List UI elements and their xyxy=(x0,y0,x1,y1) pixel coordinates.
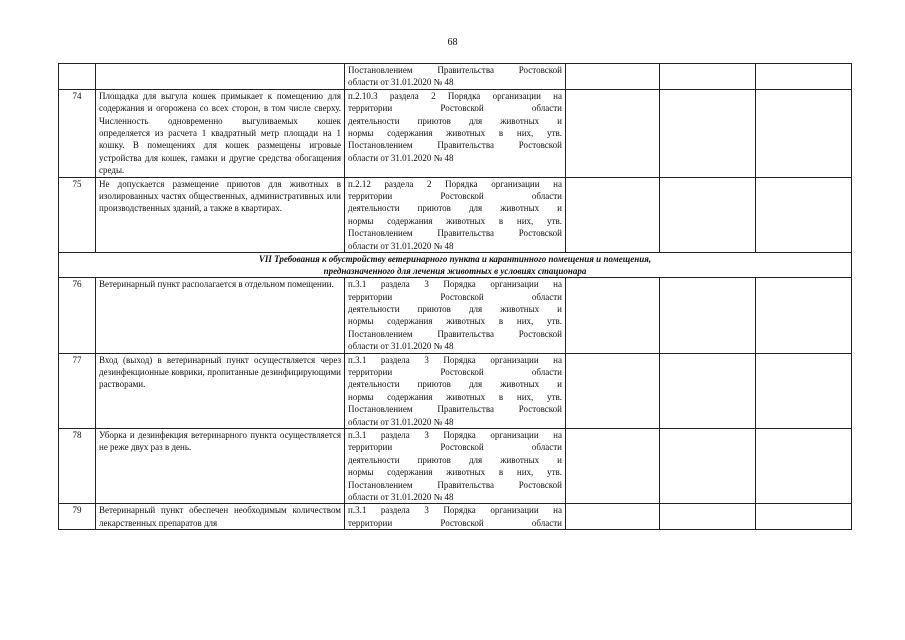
answer-na-cell xyxy=(756,353,852,428)
reference-line: области от 31.01.2020 № 48 xyxy=(348,492,454,502)
legal-reference-cell xyxy=(345,177,566,252)
reference-line: нормы содержания животных в них, утв. xyxy=(348,391,562,402)
legal-reference-cell xyxy=(345,64,566,90)
answer-no-cell xyxy=(660,64,756,90)
reference-line: деятельности приютов для животных и xyxy=(348,115,562,126)
table-row-continuation xyxy=(59,64,852,90)
legal-reference-cell xyxy=(345,89,566,177)
section-heading-line: предназначенного для лечения животных в условиях стационара xyxy=(323,266,587,277)
reference-line: области от 31.01.2020 № 48 xyxy=(348,77,454,88)
reference-line: нормы содержания животных в них, утв. xyxy=(348,128,562,139)
reference-line: деятельности приютов для животных и xyxy=(348,203,562,214)
reference-line: Постановлением Правительства Ростовской xyxy=(348,404,562,415)
answer-na-cell xyxy=(756,504,852,530)
answer-na-cell xyxy=(756,64,852,90)
row-number-cell: 78 xyxy=(59,428,96,503)
table-row xyxy=(59,353,852,428)
reference-line: области от 31.01.2020 № 48 xyxy=(348,152,454,163)
table-row xyxy=(59,504,852,530)
legal-reference-cell xyxy=(345,428,566,503)
answer-no-cell xyxy=(660,428,756,503)
reference-line: п.2.12 раздела 2 Порядка организации на xyxy=(348,178,562,189)
reference-line: территории Ростовской области xyxy=(348,366,562,377)
answer-no-cell xyxy=(660,177,756,252)
row-number-cell: 77 xyxy=(59,353,96,428)
reference-line: деятельности приютов для животных и xyxy=(348,303,562,314)
requirement-cell xyxy=(96,64,345,90)
requirement-cell: Площадка для выгула кошек примыкает к помещению для содержания и огорожена со всех сторон, в том числе сверху. Численность одновременно выгуливаемых кошек определяется из расчета 1 квадратный метр площади на 1 кошку. В помещениях для кошек размещены игровые устройства для кошек, гамаки и другие средства обогащения среды. xyxy=(96,89,345,177)
requirement-cell: Вход (выход) в ветеринарный пункт осуществляется через дезинфекционные коврики, пропитанные дезинфицирующими растворами. xyxy=(96,353,345,428)
answer-na-cell xyxy=(756,89,852,177)
answer-na-cell xyxy=(756,428,852,503)
answer-yes-cell xyxy=(566,64,660,90)
answer-yes-cell xyxy=(566,278,660,353)
row-number-cell: 79 xyxy=(59,504,96,530)
reference-line: Постановлением Правительства Ростовской xyxy=(348,228,562,239)
reference-line: Постановлением Правительства Ростовской xyxy=(348,328,562,339)
section-heading-line: VII Требования к обустройству ветеринарного пункта и карантинного помещения и помещения, xyxy=(258,254,652,265)
reference-line: деятельности приютов для животных и xyxy=(348,454,562,465)
reference-line: Постановлением Правительства Ростовской xyxy=(348,140,562,151)
row-number-cell: 74 xyxy=(59,89,96,177)
reference-line: нормы содержания животных в них, утв. xyxy=(348,467,562,478)
answer-na-cell xyxy=(756,278,852,353)
answer-no-cell xyxy=(660,353,756,428)
table-row xyxy=(59,278,852,353)
reference-line: области от 31.01.2020 № 48 xyxy=(348,416,454,427)
row-number-cell: 75 xyxy=(59,177,96,252)
reference-line: п.2.10.3 раздела 2 Порядка организации на xyxy=(348,90,562,101)
reference-line: п.3.1 раздела 3 Порядка организации на xyxy=(348,505,562,516)
legal-reference-cell xyxy=(345,353,566,428)
reference-line: территории Ростовской области xyxy=(348,442,562,453)
reference-line: Постановлением Правительства Ростовской xyxy=(348,65,562,75)
legal-reference-cell xyxy=(345,504,566,530)
row-number-cell: 76 xyxy=(59,278,96,353)
reference-line: Постановлением Правительства Ростовской xyxy=(348,479,562,490)
table-row xyxy=(59,428,852,503)
reference-line: деятельности приютов для животных и xyxy=(348,379,562,390)
answer-yes-cell xyxy=(566,428,660,503)
section-heading xyxy=(59,253,852,278)
legal-reference-cell xyxy=(345,278,566,353)
reference-line: области от 31.01.2020 № 48 xyxy=(348,341,454,352)
table-row xyxy=(59,177,852,252)
reference-line: нормы содержания животных в них, утв. xyxy=(348,316,562,327)
reference-line: нормы содержания животных в них, утв. xyxy=(348,215,562,226)
requirement-cell: Ветеринарный пункт обеспечен необходимым количеством лекарственных препаратов для xyxy=(96,504,345,530)
reference-line: п.3.1 раздела 3 Порядка организации на xyxy=(348,279,562,290)
section-heading-row xyxy=(59,253,852,278)
page-number: 68 xyxy=(447,37,458,48)
answer-yes-cell xyxy=(566,353,660,428)
answer-na-cell xyxy=(756,177,852,252)
requirement-cell: Не допускается размещение приютов для животных в изолированных частях общественных, административных или производственных зданий, а также в квартирах. xyxy=(96,177,345,252)
reference-line: территории Ростовской области xyxy=(348,517,562,528)
requirement-cell: Уборка и дезинфекция ветеринарного пункта осуществляется не реже двух раз в день. xyxy=(96,428,345,503)
reference-line: территории Ростовской области xyxy=(348,103,562,114)
answer-yes-cell xyxy=(566,504,660,530)
row-number-cell xyxy=(59,64,96,90)
answer-no-cell xyxy=(660,278,756,353)
reference-line: территории Ростовской области xyxy=(348,191,562,202)
reference-line: области от 31.01.2020 № 48 xyxy=(348,240,454,251)
answer-yes-cell xyxy=(566,89,660,177)
reference-line: п.3.1 раздела 3 Порядка организации на xyxy=(348,354,562,365)
reference-line: п.3.1 раздела 3 Порядка организации на xyxy=(348,429,562,440)
answer-yes-cell xyxy=(566,177,660,252)
reference-line: территории Ростовской области xyxy=(348,291,562,302)
answer-no-cell xyxy=(660,89,756,177)
table-row xyxy=(59,89,852,177)
answer-no-cell xyxy=(660,504,756,530)
checklist-table xyxy=(58,63,852,530)
requirement-cell: Ветеринарный пункт располагается в отдельном помещении. xyxy=(96,278,345,353)
